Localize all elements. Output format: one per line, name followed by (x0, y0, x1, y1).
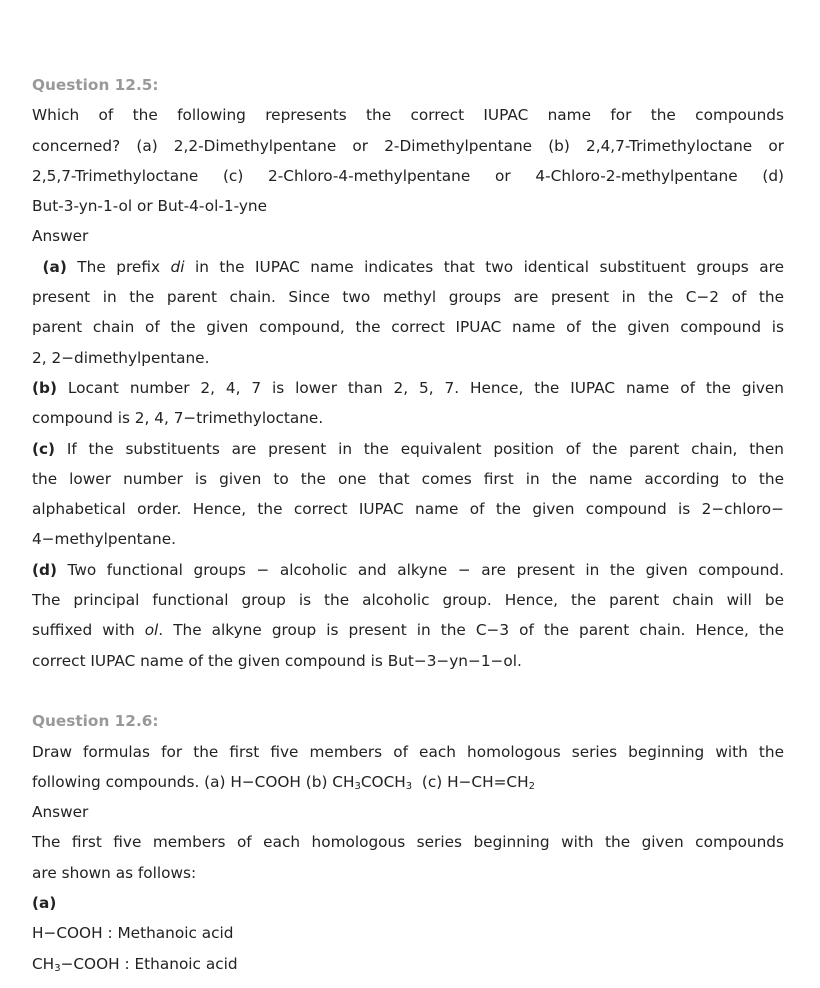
homolog-item: H−COOH : Methanoic acid (32, 924, 234, 943)
answer-d-line (32, 615, 784, 645)
answer-c-line (32, 434, 784, 464)
answer-d-line: correct IUPAC name of the given compound is But−3−yn−1−ol. (32, 651, 522, 670)
subscript: 3 (354, 780, 361, 792)
answer-d-text: Two functional groups − alcoholic and alkyne − are present in the given compound. (56, 560, 784, 579)
formula-text: (c) H−CH=CH (412, 772, 529, 791)
homolog-item (32, 949, 784, 979)
subscript: 3 (405, 780, 413, 792)
question-12-5-text-line: Which of the following represents the correct IUPAC name for the compounds (32, 106, 784, 125)
formula-text: following compounds. (a) H−COOH (b) CH (32, 772, 355, 791)
answer-c-line: the lower number is given to the one that comes first in the name according to the (32, 469, 784, 488)
formula-text: −COOH : Ethanoic acid (60, 954, 238, 973)
answer-a-label: (a) (42, 257, 67, 276)
answer-d-label: (d) (32, 560, 57, 579)
answer-text-line: are shown as follows: (32, 863, 197, 882)
section-spacer (32, 676, 784, 706)
subscript: 3 (54, 962, 61, 974)
answer-b-label: (b) (32, 378, 57, 397)
answer-c-label: (c) (32, 439, 56, 458)
answer-a-line: present in the parent chain. Since two methyl groups are present in the C−2 of the (32, 288, 784, 307)
part-a-label: (a) (32, 894, 57, 913)
answer-b-line: compound is 2, 4, 7−trimethyloctane. (32, 409, 324, 428)
answer-c-line: 4−methylpentane. (32, 530, 177, 549)
answer-d-text: . The alkyne group is present in the C−3 of the parent chain. Hence, the (158, 621, 784, 640)
subscript: 2 (528, 780, 535, 792)
answer-label: Answer (32, 227, 89, 246)
answer-b-line (32, 373, 784, 403)
answer-text-line: The first five members of each homologous series beginning with the given compounds (32, 833, 784, 852)
emphasis-di: di (170, 257, 185, 276)
answer-a-line: parent chain of the given compound, the correct IPUAC name of the given compound is (32, 318, 784, 337)
question-12-5-text-line: concerned? (a) 2,2-Dimethylpentane or 2-Dimethylpentane (b) 2,4,7-Trimethyloctane or (32, 136, 784, 155)
answer-a-line (32, 252, 784, 282)
answer-d-text: suffixed with (32, 621, 145, 640)
formula-text: COCH (360, 772, 406, 791)
answer-d-line: The principal functional group is the alcoholic group. Hence, the parent chain will be (32, 591, 784, 610)
question-12-6-text-line: Draw formulas for the first five members of each homologous series beginning with the (32, 742, 784, 761)
answer-label: Answer (32, 803, 89, 822)
question-12-5-heading: Question 12.5: (32, 76, 159, 94)
answer-a-text: The prefix (66, 257, 171, 276)
answer-a-text: in the IUPAC name indicates that two identical substituent groups are (184, 257, 784, 276)
question-12-5-text-line: But-3-yn-1-ol or But-4-ol-1-yne (32, 197, 267, 216)
formula-text: CH (32, 954, 55, 973)
question-12-6-heading: Question 12.6: (32, 712, 159, 731)
question-12-5-text-line: 2,5,7-Trimethyloctane (c) 2-Chloro-4-methylpentane or 4-Chloro-2-methylpentane (d) (32, 166, 784, 185)
answer-a-line: 2, 2−dimethylpentane. (32, 348, 210, 367)
document-content (32, 70, 784, 979)
answer-c-text: If the substituents are present in the equivalent position of the parent chain, then (55, 439, 784, 458)
emphasis-ol: ol (144, 621, 159, 640)
answer-d-line (32, 555, 784, 585)
answer-b-text: Locant number 2, 4, 7 is lower than 2, 5, 7. Hence, the IUPAC name of the given (56, 378, 784, 397)
answer-c-line: alphabetical order. Hence, the correct IUPAC name of the given compound is 2−chloro− (32, 500, 784, 519)
question-12-6-text-line (32, 767, 784, 797)
